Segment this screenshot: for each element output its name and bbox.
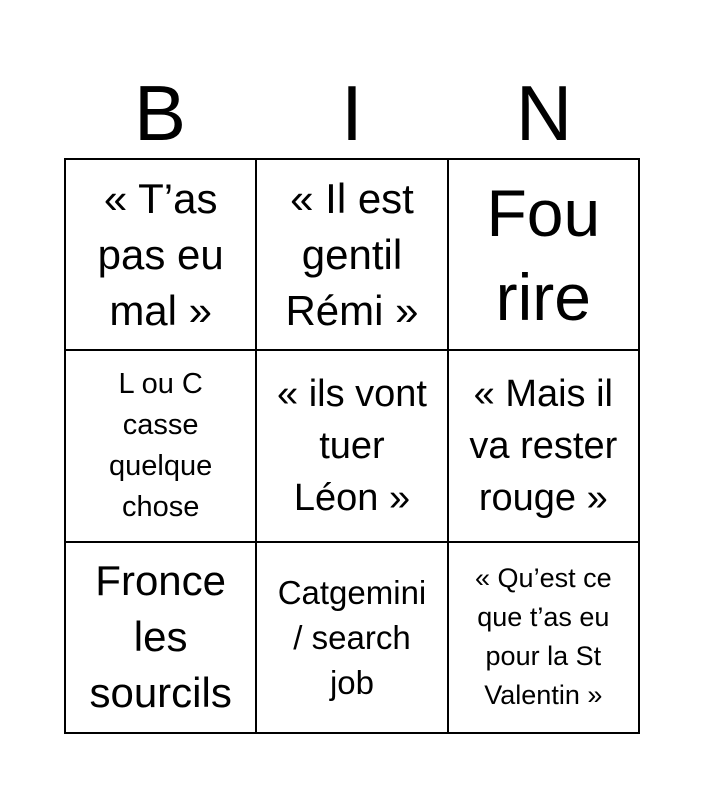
- header-letter-i: I: [341, 69, 363, 157]
- bingo-cell[interactable]: [66, 543, 257, 734]
- cell-text: Fronce les sourcils: [89, 557, 232, 717]
- bingo-header: [64, 68, 640, 158]
- cell-text: Fou rire: [486, 175, 601, 334]
- header-letter-n: N: [515, 69, 573, 157]
- cell-text: L ou C casse quelque chose: [109, 367, 213, 523]
- bingo-cell[interactable]: [257, 351, 448, 542]
- bingo-cell[interactable]: [257, 160, 448, 351]
- bingo-cell[interactable]: [449, 160, 640, 351]
- cell-text: « T’as pas eu mal »: [97, 174, 224, 334]
- bingo-cell[interactable]: [449, 543, 640, 734]
- cell-text: Catgemini / search job: [277, 573, 427, 701]
- bingo-grid: [64, 158, 640, 734]
- bingo-cell[interactable]: [257, 543, 448, 734]
- bingo-cell[interactable]: [449, 351, 640, 542]
- cell-text: « Il est gentil Rémi »: [285, 174, 419, 334]
- cell-text: « ils vont tuer Léon »: [277, 372, 427, 519]
- header-letter-b: B: [133, 69, 187, 157]
- bingo-cell[interactable]: [66, 160, 257, 351]
- cell-text: « Mais il va rester rouge »: [469, 372, 618, 519]
- cell-text: « Qu’est ce que t’as eu pour la St Valentin »: [475, 563, 612, 711]
- bingo-cell[interactable]: [66, 351, 257, 542]
